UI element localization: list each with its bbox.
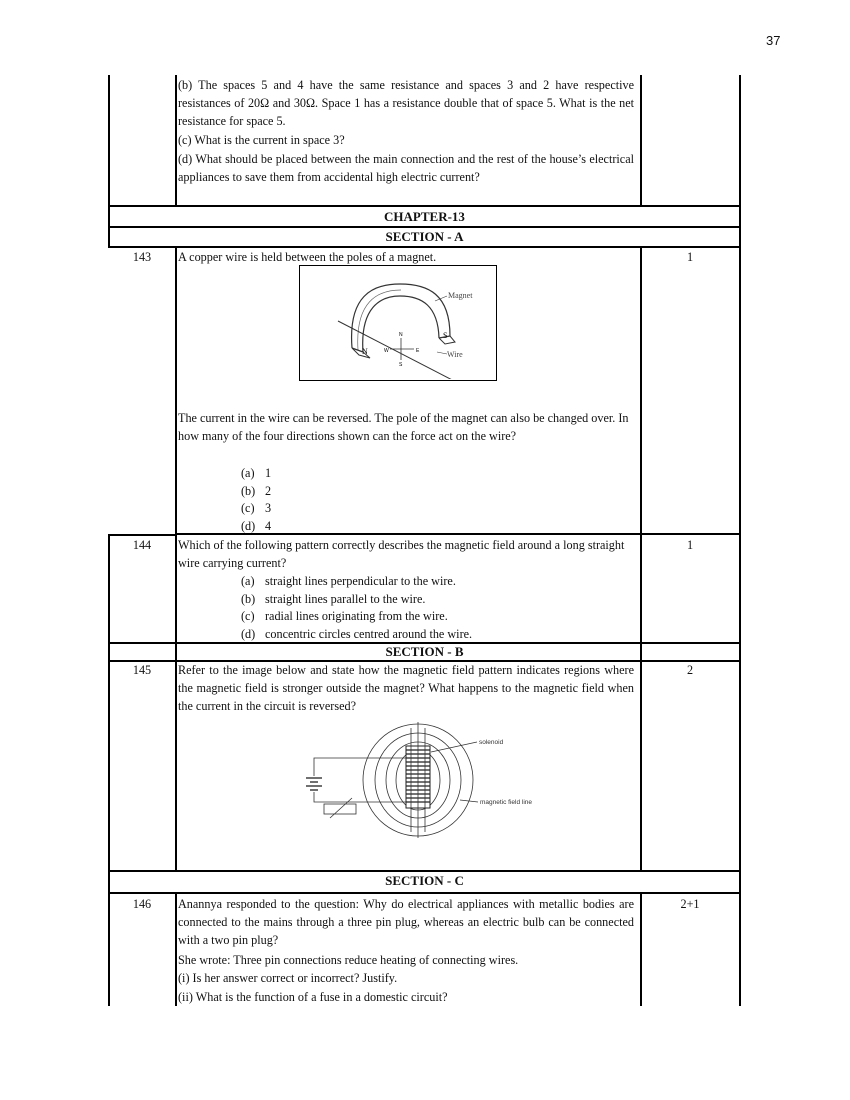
question-number: 143 xyxy=(132,250,152,264)
field-line-label: magnetic field line xyxy=(480,799,533,806)
option-item: (a) straight lines perpendicular to the wire. xyxy=(241,574,456,588)
question-number: 146 xyxy=(132,897,152,911)
option-item: (d) concentric circles centred around the wire. xyxy=(241,626,473,641)
question-body: The current in the wire can be reversed. The pole of the magnet can also be changed over. In how many of the four directions shown can the force act on the wire? xyxy=(178,411,629,443)
page-number: 37 xyxy=(766,33,781,48)
option-item: (a) 1 xyxy=(241,466,272,480)
question-part-ii: (ii) What is the function of a fuse in a domestic circuit? xyxy=(178,990,448,1004)
north-pole-label: N xyxy=(362,347,368,356)
option-item: (b) 2 xyxy=(241,483,272,498)
magnet-label: Magnet xyxy=(448,291,473,300)
option-item: (b) straight lines parallel to the wire. xyxy=(241,591,426,606)
section-b-heading: SECTION - B xyxy=(385,644,464,659)
question-number: 144 xyxy=(132,538,152,552)
option-item: (c) 3 xyxy=(241,501,272,515)
question-marks: 2 xyxy=(686,663,694,677)
solenoid-figure xyxy=(300,718,560,843)
question-part-c: (c) What is the current in space 3? xyxy=(178,133,345,147)
question-stem: Refer to the image below and state how the magnetic field pattern indicates regions where the magnetic field is stronger outside the magnet? What happens to the magnetic field when the current in the circuit is reversed? xyxy=(178,663,634,713)
option-item: (c) radial lines originating from the wire. xyxy=(241,609,448,623)
svg-text:E: E xyxy=(416,348,420,354)
svg-text:W: W xyxy=(384,348,389,354)
section-a-heading: SECTION - A xyxy=(385,229,464,244)
student-answer: She wrote: Three pin connections reduce heating of connecting wires. xyxy=(178,953,519,967)
option-list xyxy=(241,465,621,535)
question-stem: A copper wire is held between the poles of a magnet. xyxy=(178,250,437,264)
chapter-heading: CHAPTER-13 xyxy=(384,209,465,224)
option-list xyxy=(241,573,631,643)
question-part-i: (i) Is her answer correct or incorrect? Justify. xyxy=(178,971,398,985)
solenoid-field-diagram xyxy=(300,718,560,843)
solenoid-label: solenoid xyxy=(479,739,504,746)
horseshoe-magnet-diagram xyxy=(300,266,495,379)
question-part-d: (d) What should be placed between the main connection and the rest of the house’s electrical appliances to save them from accidental high electric current? xyxy=(178,152,634,184)
question-marks: 1 xyxy=(686,250,694,264)
svg-text:N: N xyxy=(399,332,403,338)
south-pole-label: S xyxy=(443,331,448,340)
question-stem: Anannya responded to the question: Why do electrical appliances with metallic bodies are connected to the mains through a three pin plug, whereas an electric bulb can be connected with a two pin plug? xyxy=(178,897,634,947)
svg-text:S: S xyxy=(399,362,403,368)
question-number: 145 xyxy=(132,663,152,677)
magnet-wire-figure xyxy=(299,265,497,381)
question-stem: Which of the following pattern correctly describes the magnetic field around a long straight wire carrying current? xyxy=(178,538,625,570)
section-c-heading: SECTION - C xyxy=(385,873,464,888)
option-item: (d) 4 xyxy=(241,518,272,533)
question-marks: 2+1 xyxy=(680,897,700,911)
question-marks: 1 xyxy=(686,538,694,552)
wire-label: Wire xyxy=(447,350,463,359)
question-part-b: (b) The spaces 5 and 4 have the same resistance and spaces 3 and 2 have respective resistances of 20Ω and 30Ω. Space 1 has a resistance double that of space 5. What is the net resistance for space 5. xyxy=(178,78,634,128)
